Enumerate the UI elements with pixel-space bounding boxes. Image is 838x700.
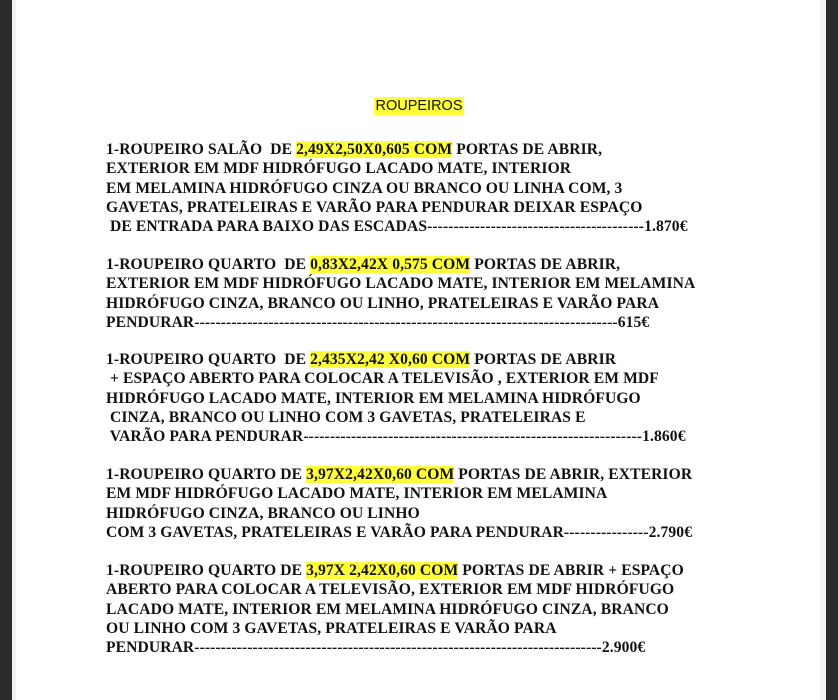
item-line: EM MELAMINA HIDRÓFUGO CINZA OU BRANCO OU LINHA COM, 3 bbox=[106, 179, 623, 197]
item-line: ABERTO PARA COLOCAR A TELEVISÃO, EXTERIOR EM MDF HIDRÓFUGO bbox=[106, 581, 675, 599]
item-line: PORTAS DE ABRIR, EXTERIOR bbox=[454, 466, 693, 483]
title-highlight: ROUPEIROS bbox=[375, 98, 463, 114]
item-line: PORTAS DE ABRIR, bbox=[470, 256, 621, 273]
item-dimensions: 0,83X2,42X 0,575 COM bbox=[310, 256, 471, 273]
item-lead: 1-ROUPEIRO QUARTO DE bbox=[106, 562, 307, 579]
item-dimensions: 2,435X2,42 X0,60 COM bbox=[310, 351, 471, 368]
item-line: + ESPAÇO ABERTO PARA COLOCAR A TELEVISÃO , EXTERIOR EM MDF bbox=[106, 370, 659, 388]
item-line: HIDRÓFUGO LACADO MATE, INTERIOR EM MELAMINA HIDRÓFUGO bbox=[106, 389, 641, 407]
wardrobe-item-5 bbox=[106, 561, 766, 657]
item-line: EXTERIOR EM MDF HIDRÓFUGO LACADO MATE, INTERIOR bbox=[106, 160, 572, 178]
item-dimensions: 3,97X2,42X0,60 COM bbox=[306, 466, 455, 483]
document-title bbox=[0, 98, 838, 114]
item-line-price: PENDURAR-----------------------------------------------------------------------------2.900€ bbox=[106, 639, 646, 657]
item-lead: 1-ROUPEIRO QUARTO DE bbox=[106, 466, 307, 483]
item-lead: 1-ROUPEIRO SALÃO DE bbox=[106, 141, 297, 158]
item-line: EXTERIOR EM MDF HIDRÓFUGO LACADO MATE, INTERIOR EM MELAMINA bbox=[106, 275, 696, 293]
item-dimensions: 2,49X2,50X0,605 COM bbox=[296, 141, 453, 158]
item-line: HIDRÓFUGO CINZA, BRANCO OU LINHO, PRATELEIRAS E VARÃO PARA bbox=[106, 294, 660, 312]
item-line-price: COM 3 GAVETAS, PRATELEIRAS E VARÃO PARA PENDURAR----------------2.790€ bbox=[106, 523, 693, 541]
item-line: EM MDF HIDRÓFUGO LACADO MATE, INTERIOR EM MELAMINA bbox=[106, 485, 608, 503]
item-line-price: DE ENTRADA PARA BAIXO DAS ESCADAS-----------------------------------------1.870€ bbox=[106, 218, 688, 236]
wardrobe-item-1 bbox=[106, 140, 766, 236]
item-line-price: VARÃO PARA PENDURAR----------------------------------------------------------------1.860€ bbox=[106, 428, 686, 446]
item-lead: 1-ROUPEIRO QUARTO DE bbox=[106, 256, 311, 273]
item-line: PORTAS DE ABRIR, bbox=[452, 141, 603, 158]
item-line: CINZA, BRANCO OU LINHO COM 3 GAVETAS, PRATELEIRAS E bbox=[106, 408, 586, 426]
wardrobe-item-2 bbox=[106, 255, 766, 332]
item-lead: 1-ROUPEIRO QUARTO DE bbox=[106, 351, 311, 368]
item-line-price: PENDURAR--------------------------------------------------------------------------------615€ bbox=[106, 313, 650, 331]
item-dimensions: 3,97X 2,42X0,60 COM bbox=[306, 562, 459, 579]
item-line: PORTAS DE ABRIR bbox=[470, 351, 617, 368]
item-line: GAVETAS, PRATELEIRAS E VARÃO PARA PENDURAR DEIXAR ESPAÇO bbox=[106, 198, 643, 216]
wardrobe-item-3 bbox=[106, 350, 766, 446]
item-line: LACADO MATE, INTERIOR EM MELAMINA HIDRÓFUGO CINZA, BRANCO bbox=[106, 600, 669, 618]
wardrobe-item-4 bbox=[106, 465, 766, 542]
item-line: HIDRÓFUGO CINZA, BRANCO OU LINHO bbox=[106, 504, 420, 522]
item-line: PORTAS DE ABRIR + ESPAÇO bbox=[458, 562, 684, 579]
item-line: OU LINHO COM 3 GAVETAS, PRATELEIRAS E VARÃO PARA bbox=[106, 619, 557, 637]
